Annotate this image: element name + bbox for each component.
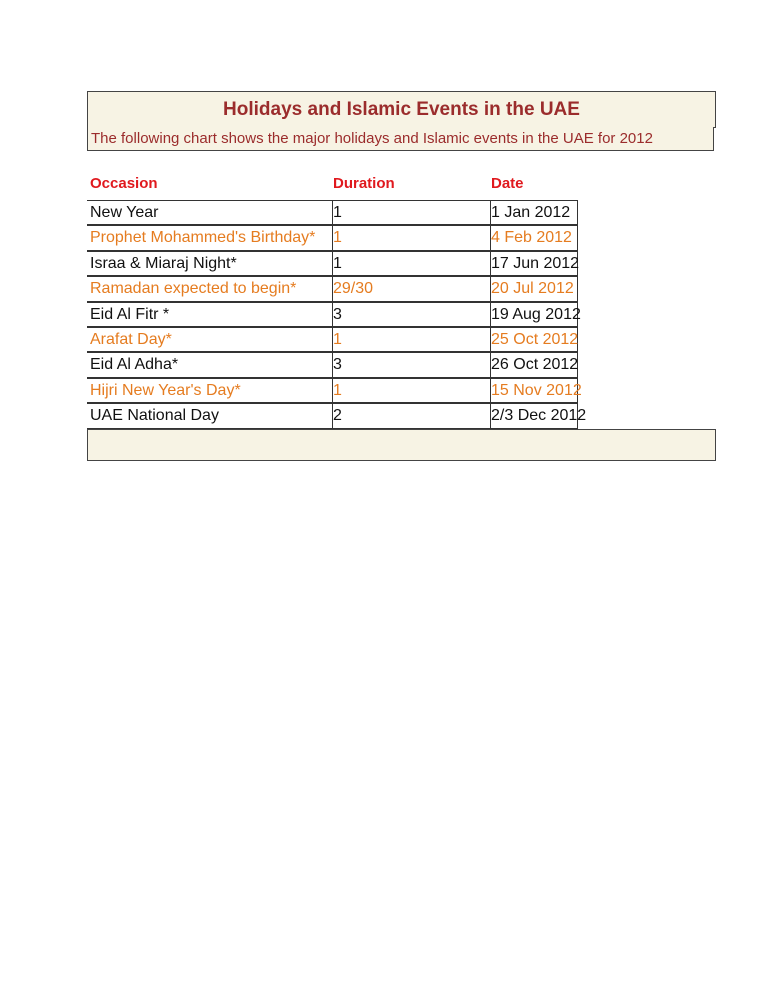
table-row — [87, 378, 582, 403]
cell-occasion: Israa & Miaraj Night* — [87, 251, 333, 276]
cell-occasion: Eid Al Adha* — [87, 352, 333, 377]
title-text: Holidays and Islamic Events in the UAE — [223, 98, 580, 120]
document-subtitle — [87, 127, 714, 151]
header-occasion: Occasion — [90, 175, 158, 192]
table-row — [87, 302, 581, 327]
table-row — [87, 327, 578, 352]
cell-duration: 3 — [333, 302, 491, 327]
table-row — [87, 200, 578, 225]
table-row — [87, 251, 578, 276]
cell-duration: 29/30 — [333, 276, 491, 301]
cell-occasion: Ramadan expected to begin* — [87, 276, 333, 301]
cell-date: 2/3 Dec 2012 — [491, 403, 578, 428]
table-row — [87, 225, 578, 250]
holidays-table — [87, 200, 587, 429]
subtitle-text: The following chart shows the major holidays and Islamic events in the UAE for 2012 — [91, 130, 653, 147]
cell-date: 15 Nov 2012 — [491, 378, 578, 403]
cell-date: 25 Oct 2012 — [491, 327, 578, 352]
cell-date: 19 Aug 2012 — [491, 302, 578, 327]
document-title — [87, 91, 716, 128]
cell-date: 20 Jul 2012 — [491, 276, 578, 301]
cell-occasion: Hijri New Year's Day* — [87, 378, 333, 403]
cell-duration: 3 — [333, 352, 491, 377]
table-header — [0, 175, 768, 195]
cell-duration: 1 — [333, 327, 491, 352]
cell-date: 1 Jan 2012 — [491, 200, 578, 225]
header-date: Date — [491, 175, 524, 192]
cell-duration: 2 — [333, 403, 491, 428]
cell-duration: 1 — [333, 251, 491, 276]
cell-date: 4 Feb 2012 — [491, 225, 578, 250]
cell-occasion: UAE National Day — [87, 403, 333, 428]
table-row — [87, 276, 578, 301]
header-duration: Duration — [333, 175, 395, 192]
cell-occasion: Eid Al Fitr * — [87, 302, 333, 327]
cell-date: 26 Oct 2012 — [491, 352, 578, 377]
footer-note-box — [87, 429, 716, 461]
cell-occasion: Prophet Mohammed's Birthday* — [87, 225, 333, 250]
cell-duration: 1 — [333, 378, 491, 403]
cell-date: 17 Jun 2012 — [491, 251, 578, 276]
cell-duration: 1 — [333, 200, 491, 225]
cell-duration: 1 — [333, 225, 491, 250]
cell-occasion: Arafat Day* — [87, 327, 333, 352]
cell-occasion: New Year — [87, 200, 333, 225]
table-row — [87, 352, 578, 377]
table-row — [87, 403, 587, 428]
